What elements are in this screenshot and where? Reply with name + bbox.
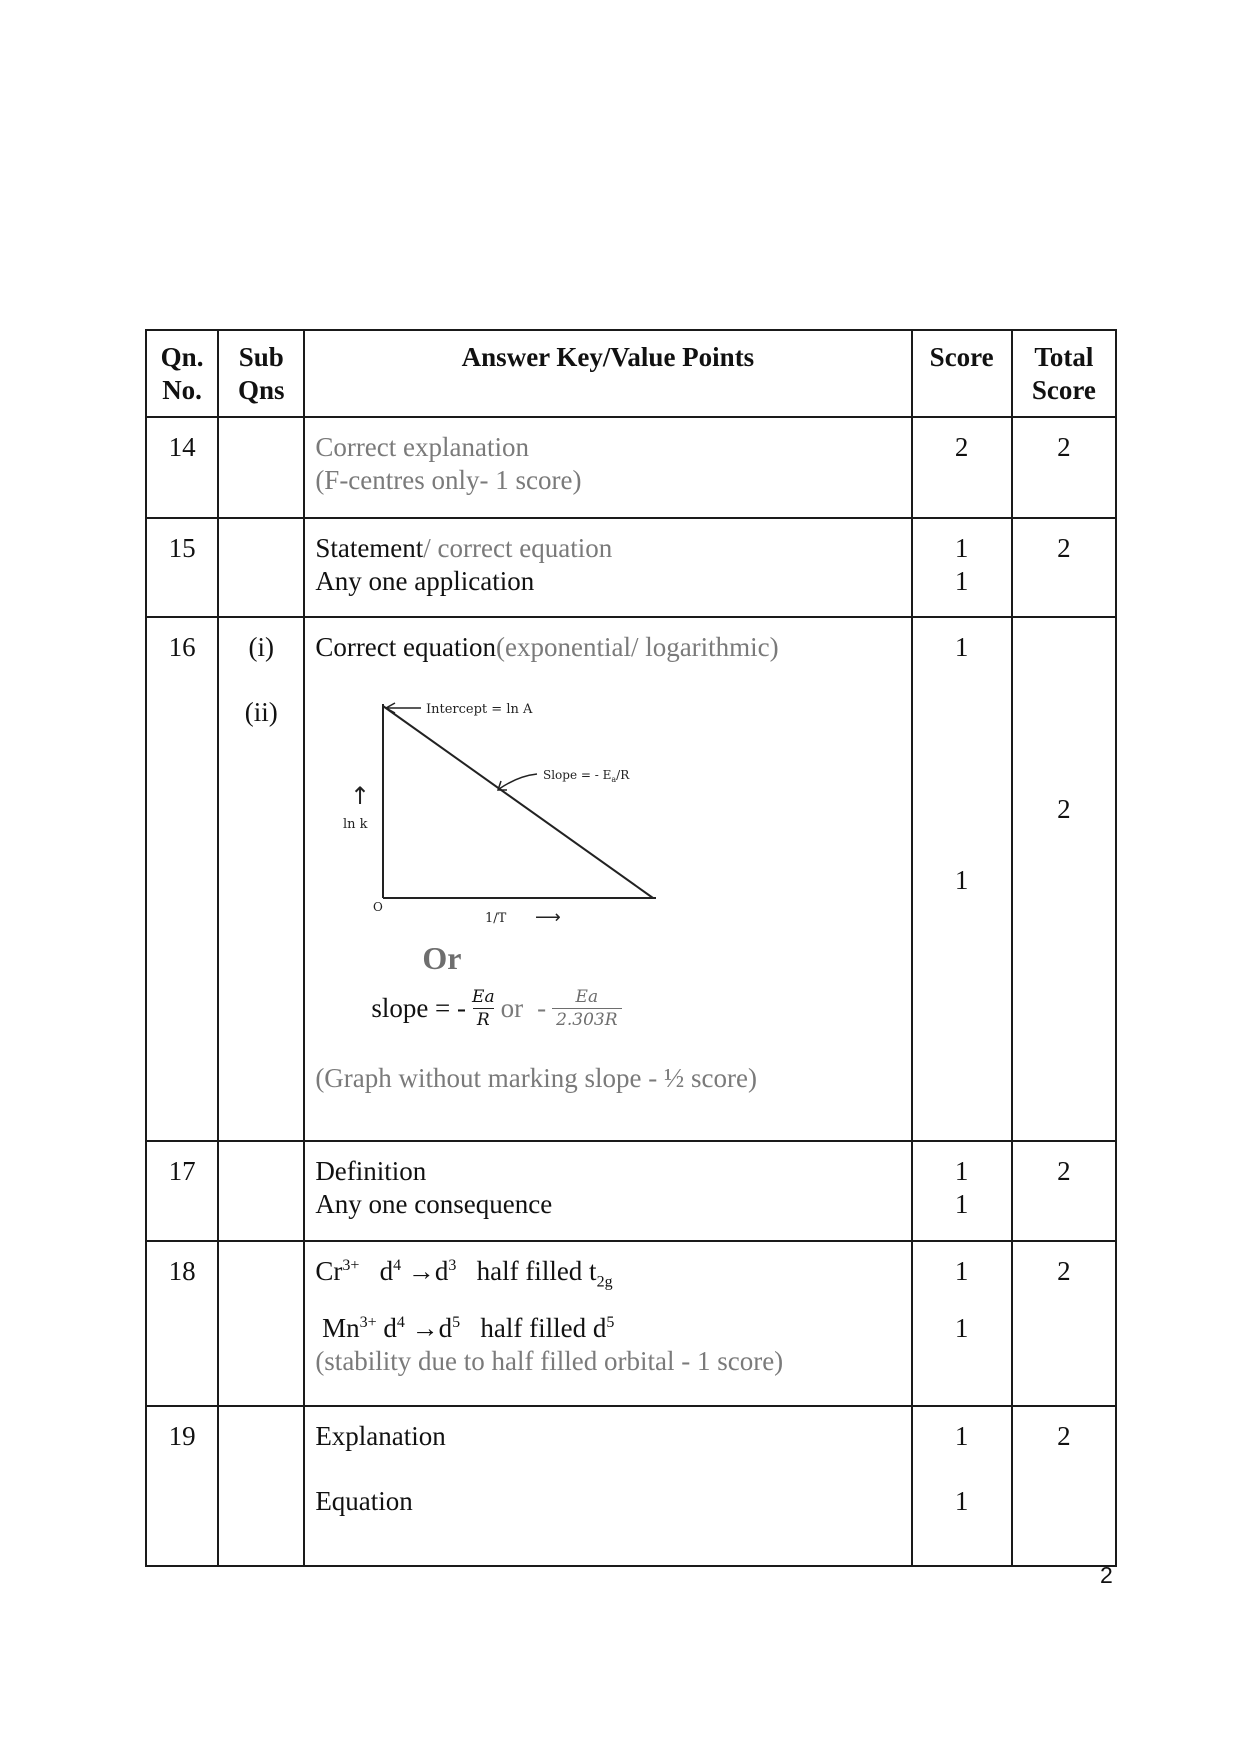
- sub-cell: [218, 417, 304, 518]
- header-score: Score: [912, 330, 1012, 417]
- score-cell: 1 1: [912, 617, 1012, 1141]
- total-cell: 2: [1012, 1241, 1116, 1406]
- or-label: Or: [422, 940, 462, 976]
- slope-label: Slope = - $E_a/R$: [543, 768, 630, 784]
- score-cell: 1 1: [912, 518, 1012, 617]
- answer-line: Definition: [315, 1156, 427, 1186]
- page-number: 2: [1100, 1562, 1113, 1588]
- x-arrow-icon: ⟶: [535, 907, 562, 928]
- x-axis-label: 1/T: [485, 911, 507, 926]
- total-cell: 2: [1012, 617, 1116, 1141]
- sub-cell: [218, 518, 304, 617]
- sub-cell: [218, 1406, 304, 1566]
- sub-cell: [218, 1141, 304, 1241]
- total-cell: 2: [1012, 1141, 1116, 1241]
- table-row-15: [146, 518, 1116, 617]
- answer-key-table: [145, 329, 1117, 1567]
- qn-cell: 16: [146, 617, 218, 1141]
- answer-line: $Mn^{3+}$ $d^4 \to d^5$ half filled $d^5$: [322, 1313, 615, 1343]
- header-row: [146, 330, 1116, 417]
- qn-cell: 15: [146, 518, 218, 617]
- total-cell: 2: [1012, 1406, 1116, 1566]
- answer-note: (stability due to half filled orbital - 1 score): [315, 1346, 784, 1376]
- answer-line: Explanation: [315, 1421, 446, 1451]
- answer-line: Any one application: [315, 566, 535, 596]
- fraction-ea-r: $\frac{Ea}{R}$: [472, 986, 495, 1030]
- qn-cell: 17: [146, 1141, 218, 1241]
- qn-cell: 14: [146, 417, 218, 518]
- intercept-label: Intercept = ln A: [426, 702, 533, 717]
- table-row-16: [146, 617, 1116, 1141]
- answer-line: Equation: [315, 1486, 413, 1516]
- answer-cell: [304, 617, 911, 1141]
- y-arrow-icon: ↑: [350, 782, 371, 810]
- arrhenius-graph: [323, 686, 683, 938]
- answer-line: Correct equation(exponential/ logarithmic): [315, 632, 779, 662]
- table-row-17: [146, 1141, 1116, 1241]
- answer-line: Statement/ correct equation: [315, 533, 613, 563]
- slope-formula: slope = - $\frac{Ea}{R}$ or - $\frac{Ea}{2.303R}$: [371, 982, 900, 1034]
- total-cell: 2: [1012, 518, 1116, 617]
- header-qn: Qn. No.: [146, 330, 218, 417]
- sub-cell: [218, 1241, 304, 1406]
- answer-note: (F-centres only- 1 score): [315, 465, 582, 495]
- table-row-18: [146, 1241, 1116, 1406]
- origin-label: O: [373, 900, 384, 914]
- table-row-14: [146, 417, 1116, 518]
- table-row-19: [146, 1406, 1116, 1566]
- total-cell: 2: [1012, 417, 1116, 518]
- slope-line: [383, 706, 653, 898]
- slope-arrow: [499, 774, 537, 789]
- answer-line: Any one consequence: [315, 1189, 553, 1219]
- qn-cell: 18: [146, 1241, 218, 1406]
- answer-line: $Cr^{3+}$ $d^4 \to d^3$ half filled $t_{2g}$: [315, 1256, 613, 1291]
- score-cell: 1 1: [912, 1141, 1012, 1241]
- answer-cell: [304, 518, 911, 617]
- header-total: Total Score: [1012, 330, 1116, 417]
- answer-line: Correct explanation: [315, 432, 529, 462]
- y-axis-label: ln k: [343, 817, 368, 832]
- header-answer: Answer Key/Value Points: [304, 330, 911, 417]
- qn-cell: 19: [146, 1406, 218, 1566]
- sub-cell: (i) (ii): [218, 617, 304, 1141]
- answer-cell: [304, 1141, 911, 1241]
- answer-cell: [304, 1241, 911, 1406]
- header-sub: Sub Qns: [218, 330, 304, 417]
- score-cell: 1 1: [912, 1241, 1012, 1406]
- score-cell: 1 1: [912, 1406, 1012, 1566]
- score-cell: 2: [912, 417, 1012, 518]
- answer-cell: [304, 417, 911, 518]
- answer-cell: [304, 1406, 911, 1566]
- fraction-ea-2303r: $\frac{Ea}{2.303R}$: [552, 986, 621, 1031]
- answer-note: (Graph without marking slope - ½ score): [315, 1063, 757, 1093]
